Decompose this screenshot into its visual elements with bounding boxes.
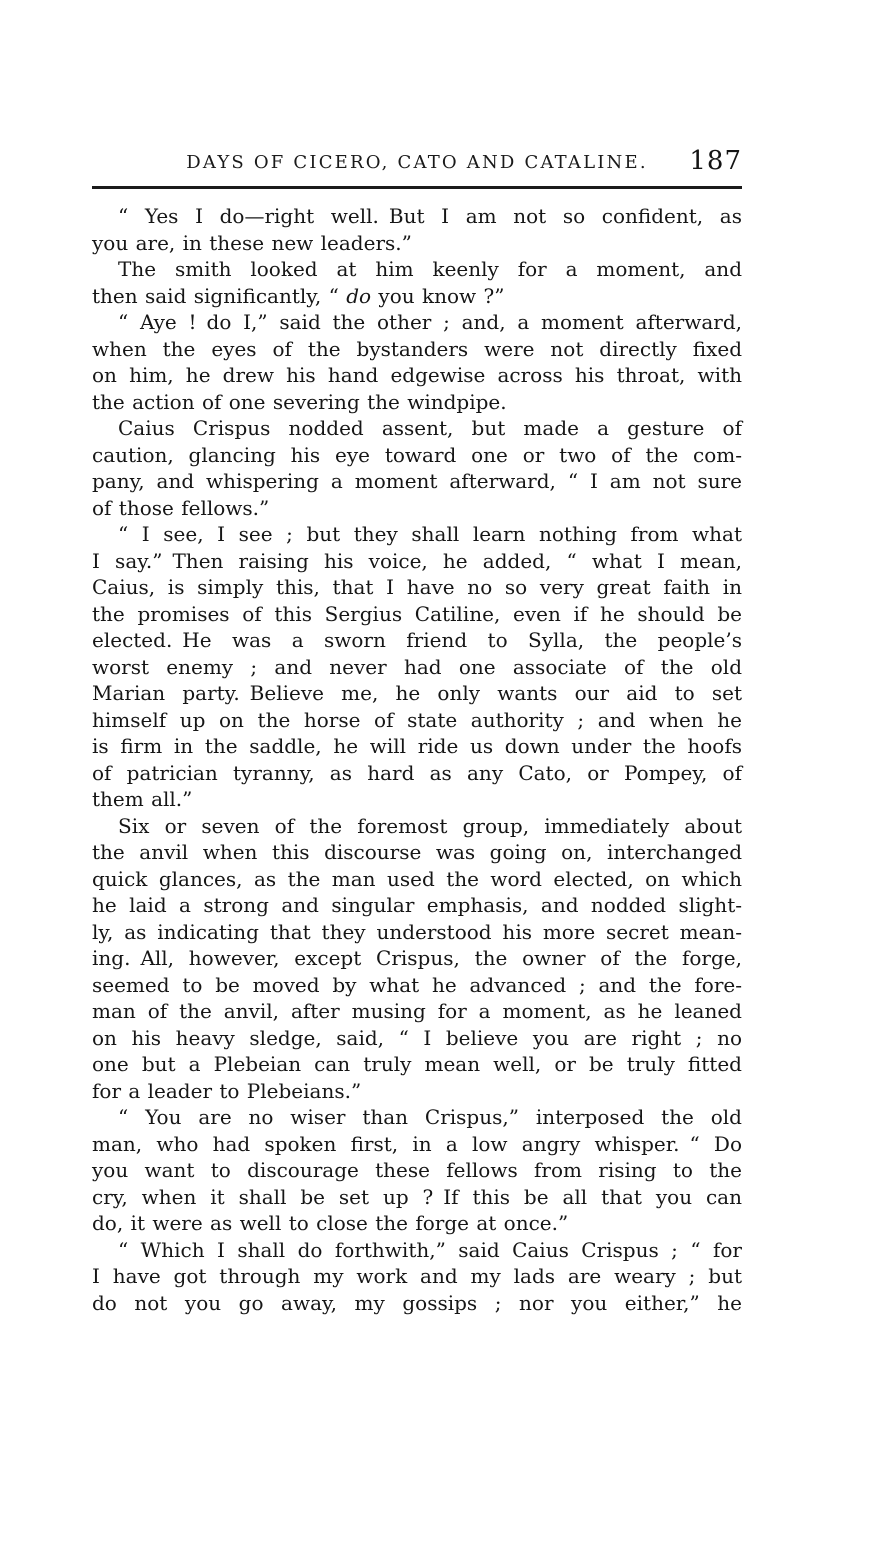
text-line: Marian party. Believe me, he only wants our aid to set (92, 681, 742, 705)
text-line: is firm in the saddle, he will ride us down under the hoofs (92, 734, 742, 758)
text-line: I have got through my work and my lads are weary ; but (92, 1264, 742, 1288)
text-line: “ You are no wiser than Crispus,” interposed the old (118, 1105, 742, 1129)
text-line: worst enemy ; and never had one associate of the old (92, 654, 742, 679)
paragraph (92, 1237, 742, 1317)
text-line: Six or seven of the foremost group, immediately about (118, 813, 742, 838)
text-line: the anvil when this discourse was going on, interchanged (92, 840, 742, 864)
header-rule (92, 186, 742, 189)
text-line: the action of one severing the windpipe. (92, 389, 507, 414)
text-line: “ Which I shall do forthwith,” said Caius Crispus ; “ for (118, 1237, 742, 1262)
italic-word: do (346, 283, 372, 308)
text-line: Caius, is simply this, that I have no so very great faith in (92, 575, 742, 599)
page-header (92, 146, 742, 180)
text-line: seemed to be moved by what he advanced ; and the fore- (92, 972, 742, 997)
text-line: caution, glancing his eye toward one or two of the com- (92, 442, 742, 467)
text-line: “ Aye ! do I,” said the other ; and, a moment afterward, (118, 310, 742, 334)
running-title: DAYS OF CICERO, CATO AND CATALINE. (186, 152, 648, 173)
text-line: “ Yes I do—right well. But I am not so confident, as (118, 204, 742, 228)
paragraph (92, 203, 742, 256)
text-segment: you know ?” (371, 283, 505, 308)
text-line: for a leader to Plebeians.” (92, 1078, 362, 1103)
page-number: 187 (689, 146, 742, 176)
text-line: do not you go away, my gossips ; nor you either,” he (92, 1290, 742, 1315)
page-body (92, 203, 742, 1316)
text-line: ing. All, however, except Crispus, the owner of the forge, (92, 946, 742, 970)
paragraph (92, 309, 742, 415)
text-segment: then said significantly, “ (92, 283, 347, 308)
text-line: quick glances, as the man used the word elected, on which (92, 866, 742, 891)
text-line: elected. He was a sworn friend to Sylla, the people’s (92, 628, 742, 652)
text-block (92, 146, 742, 1316)
paragraph (92, 813, 742, 1105)
text-line: cry, when it shall be set up ? If this be all that you can (92, 1184, 742, 1209)
paragraph (92, 521, 742, 813)
text-line: you want to discourage these fellows from rising to the (92, 1158, 742, 1182)
text-line: Caius Crispus nodded assent, but made a gesture of (118, 416, 742, 440)
text-line: of those fellows.” (92, 495, 270, 520)
text-line: do, it were as well to close the forge at once.” (92, 1211, 569, 1235)
paragraph (92, 256, 742, 309)
text-line: The smith looked at him keenly for a moment, and (118, 257, 742, 281)
text-line: ly, as indicating that they understood his more secret mean- (92, 919, 742, 944)
paragraph (92, 1104, 742, 1237)
text-line: man, who had spoken first, in a low angry whisper. “ Do (92, 1131, 742, 1156)
text-line: himself up on the horse of state authority ; and when he (92, 707, 742, 732)
text-line: when the eyes of the bystanders were not directly fixed (92, 336, 742, 361)
text-line: “ I see, I see ; but they shall learn nothing from what (118, 522, 742, 546)
text-line: pany, and whispering a moment afterward, “ I am not sure (92, 469, 742, 493)
text-line: on him, he drew his hand edgewise across his throat, with (92, 363, 742, 387)
text-line: them all.” (92, 787, 193, 811)
text-line: you are, in these new leaders.” (92, 230, 412, 255)
text-line: man of the anvil, after musing for a moment, as he leaned (92, 999, 742, 1023)
text-line: the promises of this Sergius Catiline, even if he should be (92, 601, 742, 626)
text-line: one but a Plebeian can truly mean well, or be truly fitted (92, 1052, 742, 1076)
text-line (92, 283, 742, 310)
text-line: he laid a strong and singular emphasis, and nodded slight- (92, 893, 742, 917)
text-line: of patrician tyranny, as hard as any Cato, or Pompey, of (92, 760, 742, 785)
paragraph (92, 415, 742, 521)
text-line: on his heavy sledge, said, “ I believe you are right ; no (92, 1025, 742, 1050)
text-line: I say.” Then raising his voice, he added, “ what I mean, (92, 548, 742, 573)
